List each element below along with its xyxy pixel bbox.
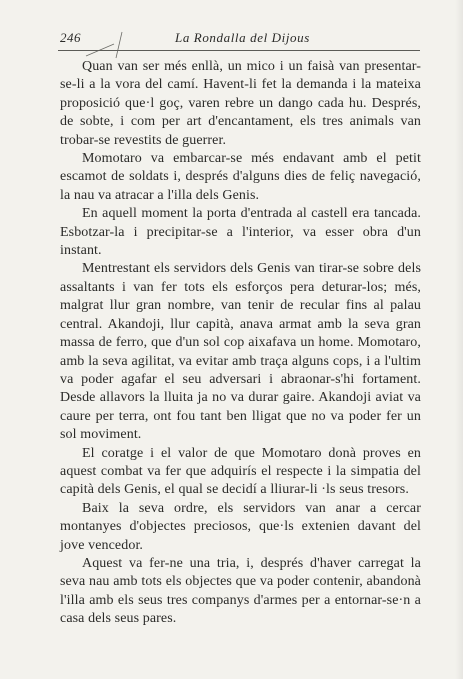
paragraph-6: Baix la seva ordre, els servidors van anar a cercar montanyes d'objectes preciosos, que·ls extenien davant del jove vencedor.	[60, 500, 421, 553]
paragraph-3: En aquell moment la porta d'entrada al castell era tancada. Esbotzar-la i precipitar-se a l'interior, va esser obra d'un instant.	[60, 206, 421, 259]
paragraph-4: Mentrestant els servidors dels Genis van tirar-se sobre dels assaltants i van fer tots els esforços pera deturar-los; més, malgrat llur gran nombre, van tenir de recular fins al palau central. Akandoji, llur capità, anava armat amb la seva gran massa de ferro, que d'un sol cop aixafava un home. Momotaro, amb la seva agilitat, va evitar amb traça alguns cops, i a l'ultim va poder agafar el seu adversari i abraonar-s'hi fortament. Desde allavors la lluita ja no va durar gaire. Akandoji aviat va caure per terra, ont fou tant ben lligat que no va poder fer un sol moviment.	[60, 261, 421, 443]
body-text	[60, 58, 421, 629]
page-number: 246	[60, 30, 81, 45]
running-title: La Rondalla del Dijous	[175, 30, 310, 45]
paragraph-7: Aquest va fer-ne una tria, i, després d'haver carregat la seva nau amb tots els objectes que va poder contenir, abandonà l'illa amb els seus tres companys d'armes per a entornar-se·n a casa dels seus pares.	[60, 555, 421, 627]
pencil-annotation-icon	[84, 30, 130, 60]
paragraph-2: Momotaro va embarcar-se més endavant amb el petit escamot de soldats i, després d'alguns dies de feliç navegació, la nau va atracar a l'illa dels Genis.	[60, 151, 421, 203]
paragraph-5: El coratge i el valor de que Momotaro donà proves en aquest combat va fer que adquirís el respecte i la simpatia del capità dels Genis, el qual se decidí a lliurar-li ·ls seus tresors.	[60, 445, 421, 498]
page-edge-shadow	[455, 0, 463, 679]
paragraph-1: Quan van ser més enllà, un mico i un faisà van presentar-se-li a la vora del camí. Havent-li fet la demanda i la mateixa proposició que·l goç, varen rebre un dango cada hu. Després, de sobte, i com per art d'encantament, els tres animals van trobar-se revestits de guerrer.	[60, 59, 421, 148]
header-rule	[58, 50, 420, 51]
